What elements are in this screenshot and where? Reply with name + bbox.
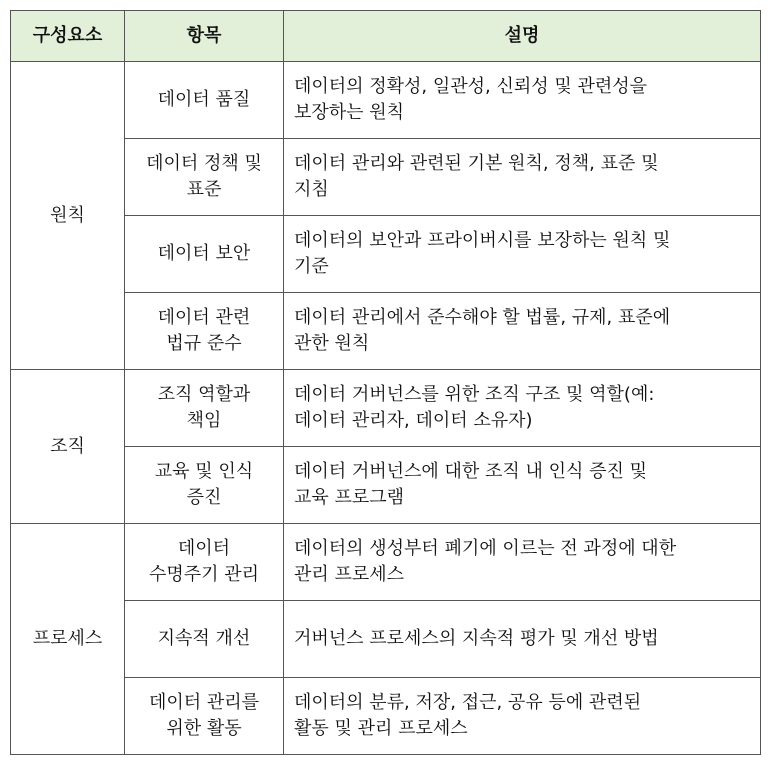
- item-label: 데이터 관련 법규 준수: [157, 307, 251, 354]
- description-text: 데이터의 정확성, 일관성, 신뢰성 및 관련성을 보장하는 원칙: [294, 76, 648, 123]
- group-label: 조직: [50, 435, 85, 457]
- table-row: [11, 370, 761, 447]
- header-component: 구성요소: [11, 11, 125, 62]
- item-cell: [125, 216, 284, 293]
- item-label: 조직 역할과 책임: [157, 384, 251, 431]
- description-text: 데이터 거버넌스를 위한 조직 구조 및 역할(예: 데이터 관리자, 데이터 소유자): [294, 384, 655, 431]
- description-cell: [284, 293, 761, 370]
- description-cell: [284, 524, 761, 601]
- description-text: 데이터의 분류, 저장, 접근, 공유 등에 관련된 활동 및 관리 프로세스: [294, 692, 642, 739]
- description-cell: [284, 139, 761, 216]
- description-cell: [284, 216, 761, 293]
- governance-table: [10, 10, 761, 755]
- table-row: [11, 524, 761, 601]
- item-cell: [125, 447, 284, 524]
- description-text: 거버넌스 프로세스의 지속적 평가 및 개선 방법: [294, 628, 659, 649]
- description-text: 데이터 관리와 관련된 기본 원칙, 정책, 표준 및 지침: [294, 153, 659, 200]
- item-label: 데이터 정책 및 표준: [146, 153, 262, 200]
- item-label: 데이터 수명주기 관리: [148, 538, 260, 585]
- description-text: 데이터의 생성부터 폐기에 이르는 전 과정에 대한 관리 프로세스: [294, 538, 677, 585]
- item-cell: [125, 601, 284, 678]
- item-cell: [125, 62, 284, 139]
- group-label: 프로세스: [32, 628, 103, 649]
- header-item: 항목: [125, 11, 284, 62]
- item-cell: [125, 370, 284, 447]
- group-cell-process: [11, 524, 125, 755]
- item-label: 데이터 관리를 위한 활동: [148, 692, 260, 739]
- description-text: 데이터의 보안과 프라이버시를 보장하는 원칙 및 기준: [294, 230, 671, 277]
- item-label: 데이터 품질: [157, 89, 251, 110]
- group-label: 원칙: [50, 204, 85, 226]
- description-cell: [284, 447, 761, 524]
- description-text: 데이터 관리에서 준수해야 할 법률, 규제, 표준에 관한 원칙: [294, 307, 671, 354]
- item-label: 지속적 개선: [157, 628, 251, 649]
- header-row: [11, 11, 761, 62]
- item-label: 교육 및 인식 증진: [154, 461, 254, 508]
- group-cell-organization: [11, 370, 125, 524]
- item-cell: [125, 139, 284, 216]
- description-cell: [284, 678, 761, 755]
- description-cell: [284, 601, 761, 678]
- description-cell: [284, 370, 761, 447]
- group-cell-principles: [11, 62, 125, 370]
- header-description: 설명: [284, 11, 761, 62]
- item-cell: [125, 678, 284, 755]
- governance-table-container: [10, 10, 761, 755]
- item-cell: [125, 293, 284, 370]
- description-cell: [284, 62, 761, 139]
- description-text: 데이터 거버넌스에 대한 조직 내 인식 증진 및 교육 프로그램: [294, 461, 648, 508]
- table-row: [11, 62, 761, 139]
- item-label: 데이터 보안: [157, 243, 251, 264]
- item-cell: [125, 524, 284, 601]
